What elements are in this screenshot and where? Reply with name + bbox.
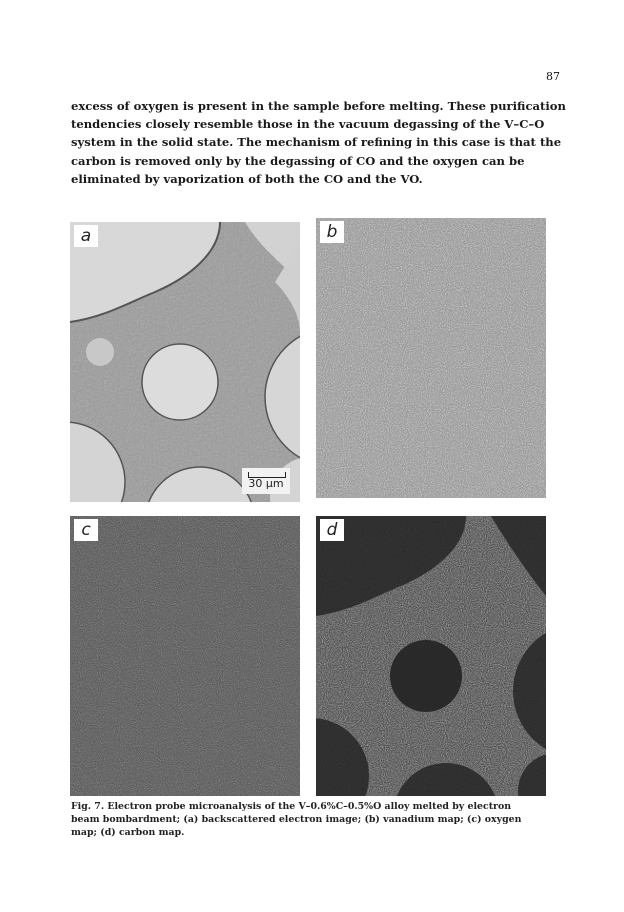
scale-bar <box>242 468 290 494</box>
carbon-map-image <box>316 516 546 796</box>
backscattered-electron-image <box>70 222 300 502</box>
oxygen-map-image <box>70 516 300 796</box>
scale-bar-label: 30 μm <box>248 477 284 490</box>
panel-label-c: c <box>74 519 98 541</box>
figure-panel-a <box>70 222 300 502</box>
caption-line: beam bombardment; (a) backscattered electron image; (b) vanadium map; (c) oxygen <box>71 814 522 825</box>
figure-caption <box>71 800 561 839</box>
body-line: excess of oxygen is present in the sample before melting. These purification <box>71 99 566 113</box>
page-number: 87 <box>546 70 560 83</box>
body-line: tendencies closely resemble those in the vacuum degassing of the V–C–O <box>71 117 545 132</box>
body-paragraph <box>71 97 566 188</box>
panel-label-d: d <box>320 519 344 541</box>
body-line: eliminated by vaporization of both the CO and the VO. <box>71 171 423 186</box>
figure-panel-d <box>316 516 546 796</box>
caption-line: map; (d) carbon map. <box>71 827 185 838</box>
panel-label-b: b <box>320 221 344 243</box>
panel-label-a: a <box>74 225 98 247</box>
body-line: carbon is removed only by the degassing of CO and the oxygen can be <box>71 153 525 168</box>
body-line: system in the solid state. The mechanism of refining in this case is that the <box>71 135 562 150</box>
figure-panel-b <box>316 218 546 498</box>
vanadium-map-image <box>316 218 546 498</box>
figure-panel-c <box>70 516 300 796</box>
caption-line: Fig. 7. Electron probe microanalysis of the V–0.6%C–0.5%O alloy melted by electron <box>71 801 512 812</box>
